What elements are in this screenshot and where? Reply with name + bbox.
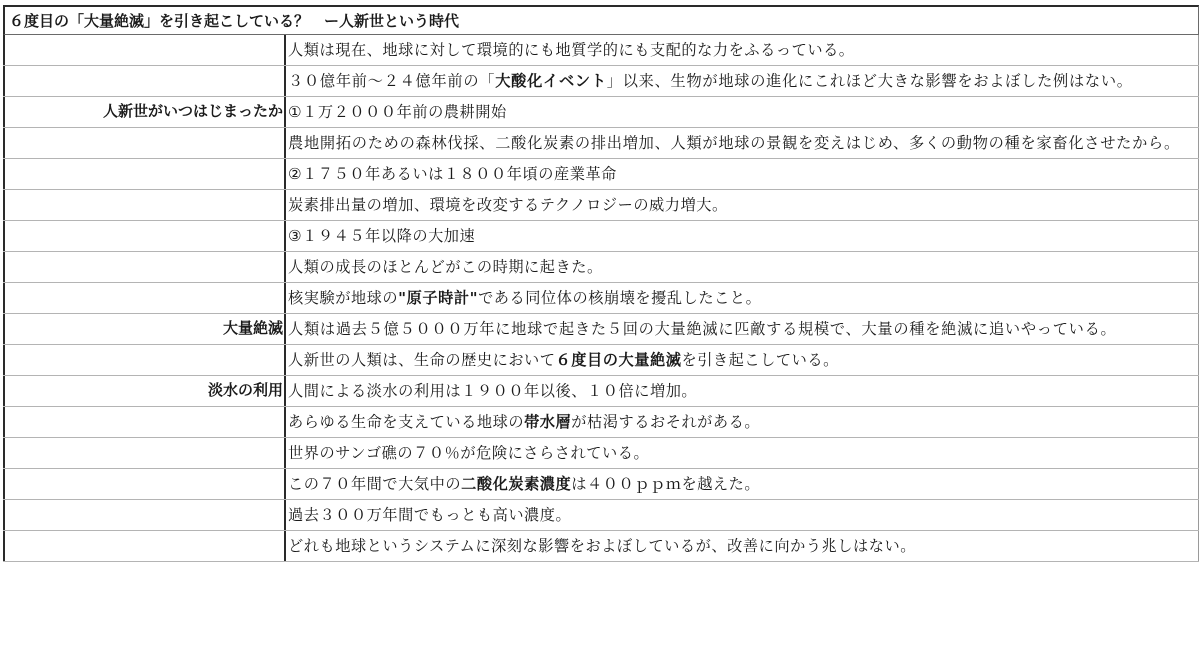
cell-text: あらゆる生命を支えている地球の bbox=[288, 413, 525, 431]
label-cell[interactable] bbox=[3, 283, 286, 313]
table-row bbox=[3, 407, 1199, 438]
table-row bbox=[3, 35, 1199, 66]
table-row bbox=[3, 128, 1199, 159]
label-cell[interactable] bbox=[3, 159, 286, 189]
content-cell[interactable] bbox=[286, 469, 1199, 499]
sheet-title[interactable]: ６度目の「大量絶滅」を引き起こしている？ ー人新世という時代 bbox=[3, 5, 1199, 35]
content-cell[interactable] bbox=[286, 159, 1199, 189]
label-origin[interactable]: 人新世がいつはじまったか bbox=[3, 97, 286, 127]
label-cell[interactable] bbox=[3, 438, 286, 468]
label-cell[interactable] bbox=[3, 221, 286, 251]
cell-text: 炭素排出量の増加、環境を改変するテクノロジーの威力増大。 bbox=[288, 196, 728, 214]
table-row bbox=[3, 500, 1199, 531]
cell-text: 過去３００万年間でもっとも高い濃度。 bbox=[288, 506, 572, 524]
cell-text: 核実験が地球の bbox=[288, 289, 399, 307]
content-cell[interactable] bbox=[286, 345, 1199, 375]
content-cell[interactable] bbox=[286, 438, 1199, 468]
content-cell[interactable] bbox=[286, 190, 1199, 220]
content-cell[interactable] bbox=[286, 376, 1199, 406]
cell-text: 農地開拓のための森林伐採、二酸化炭素の排出増加、人類が地球の景観を変えはじめ、多くの動物の種を家畜化させたから。 bbox=[288, 134, 1180, 152]
table-row bbox=[3, 66, 1199, 97]
label-cell[interactable] bbox=[3, 66, 286, 96]
content-cell[interactable] bbox=[286, 283, 1199, 313]
cell-text: どれも地球というシステムに深刻な影響をおよぼしているが、改善に向かう兆しはない。 bbox=[288, 537, 916, 555]
bold-term: 二酸化炭素濃度 bbox=[461, 475, 572, 493]
cell-text: ③１９４５年以降の大加速 bbox=[288, 227, 476, 245]
label-cell[interactable] bbox=[3, 500, 286, 530]
content-cell[interactable] bbox=[286, 314, 1199, 344]
bold-term: 大酸化イベント bbox=[495, 72, 607, 90]
content-cell[interactable] bbox=[286, 252, 1199, 282]
label-cell[interactable] bbox=[3, 128, 286, 158]
table-row bbox=[3, 190, 1199, 221]
label-cell[interactable] bbox=[3, 531, 286, 561]
table-row bbox=[3, 438, 1199, 469]
cell-text: 人類は過去５億５０００万年に地球で起きた５回の大量絶滅に匹敵する規模で、大量の種を絶滅に追いやっている。 bbox=[288, 320, 1117, 338]
content-cell[interactable] bbox=[286, 500, 1199, 530]
table-row bbox=[3, 97, 1199, 128]
label-cell[interactable] bbox=[3, 35, 286, 65]
label-cell[interactable] bbox=[3, 345, 286, 375]
cell-text: ②１７５０年あるいは１８００年頃の産業革命 bbox=[288, 165, 617, 183]
label-cell[interactable] bbox=[3, 407, 286, 437]
cell-text: 人類の成長のほとんどがこの時期に起きた。 bbox=[288, 258, 603, 276]
cell-text: 世界のサンゴ礁の７０％が危険にさらされている。 bbox=[288, 444, 650, 462]
content-cell[interactable] bbox=[286, 531, 1199, 561]
content-cell[interactable] bbox=[286, 97, 1199, 127]
table-row bbox=[3, 469, 1199, 500]
bold-term: ６度目の大量絶滅 bbox=[555, 351, 682, 369]
cell-text: は４００ｐｐｍを越えた。 bbox=[571, 475, 761, 493]
table-row bbox=[3, 376, 1199, 407]
content-cell[interactable] bbox=[286, 128, 1199, 158]
content-cell[interactable] bbox=[286, 407, 1199, 437]
cell-text: この７０年間で大気中の bbox=[288, 475, 462, 493]
table-row bbox=[3, 283, 1199, 314]
cell-text: 人類は現在、地球に対して環境的にも地質学的にも支配的な力をふるっている。 bbox=[288, 41, 855, 59]
bold-term: 帯水層 bbox=[524, 413, 572, 431]
table-row bbox=[3, 221, 1199, 252]
content-cell[interactable] bbox=[286, 66, 1199, 96]
label-cell[interactable] bbox=[3, 469, 286, 499]
cell-text: 」以来、生物が地球の進化にこれほど大きな影響をおよぼした例はない。 bbox=[606, 72, 1133, 90]
table-row bbox=[3, 252, 1199, 283]
cell-text: ３０億年前～２４億年前の「 bbox=[288, 72, 496, 90]
label-cell[interactable] bbox=[3, 190, 286, 220]
content-cell[interactable] bbox=[286, 35, 1199, 65]
spreadsheet bbox=[3, 0, 1199, 646]
cell-text: が枯渇するおそれがある。 bbox=[571, 413, 761, 431]
label-extinction[interactable]: 大量絶滅 bbox=[3, 314, 286, 344]
cell-text: を引き起こしている。 bbox=[681, 351, 839, 369]
cell-text: である同位体の核崩壊を擾乱したこと。 bbox=[478, 289, 762, 307]
table-row bbox=[3, 531, 1199, 562]
table-row bbox=[3, 159, 1199, 190]
cell-text: ①１万２０００年前の農耕開始 bbox=[288, 103, 507, 121]
sheet-body bbox=[3, 35, 1199, 562]
label-cell[interactable] bbox=[3, 252, 286, 282]
table-row bbox=[3, 345, 1199, 376]
content-cell[interactable] bbox=[286, 221, 1199, 251]
bold-term: "原子時計" bbox=[398, 289, 479, 307]
cell-text: 人間による淡水の利用は１９００年以後、１０倍に増加。 bbox=[288, 382, 698, 400]
table-row bbox=[3, 314, 1199, 345]
cell-text: 人新世の人類は、生命の歴史において bbox=[288, 351, 556, 369]
label-freshwater[interactable]: 淡水の利用 bbox=[3, 376, 286, 406]
